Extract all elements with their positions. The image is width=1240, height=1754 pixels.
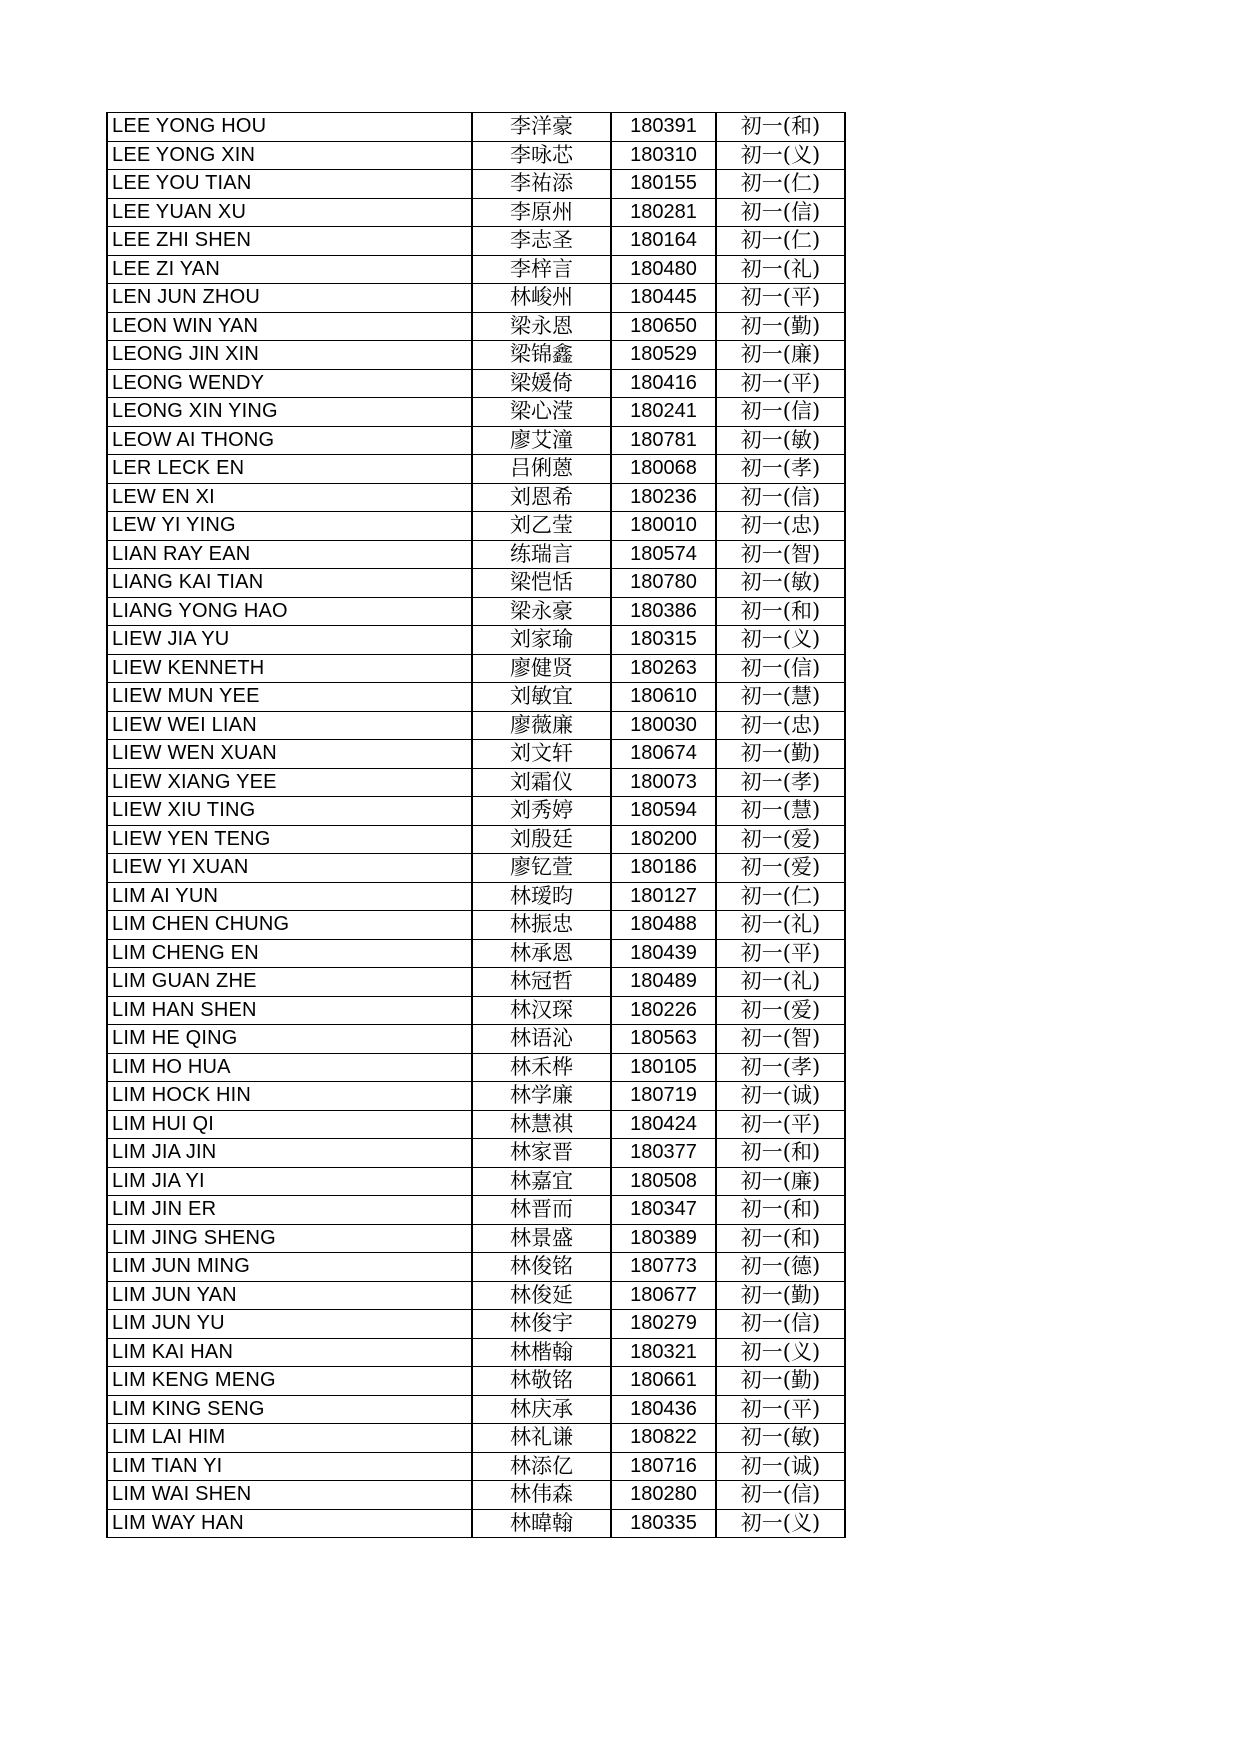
student-name-cell: LEE ZHI SHEN bbox=[107, 227, 472, 256]
class-cell: 初一(礼) bbox=[716, 255, 845, 284]
student-name-cell: LEE YUAN XU bbox=[107, 198, 472, 227]
chinese-name-cell: 林峻州 bbox=[472, 284, 611, 313]
student-name-cell: LIEW YEN TENG bbox=[107, 825, 472, 854]
student-name-cell: LEE YONG HOU bbox=[107, 113, 472, 142]
class-cell: 初一(和) bbox=[716, 1224, 845, 1253]
student-id-cell: 180424 bbox=[611, 1110, 716, 1139]
class-cell: 初一(爱) bbox=[716, 825, 845, 854]
student-id-cell: 180594 bbox=[611, 797, 716, 826]
class-cell: 初一(孝) bbox=[716, 1053, 845, 1082]
chinese-name-cell: 林俊延 bbox=[472, 1281, 611, 1310]
table-row bbox=[107, 654, 845, 683]
table-row bbox=[107, 626, 845, 655]
student-name-cell: LEW YI YING bbox=[107, 512, 472, 541]
chinese-name-cell: 林楷翰 bbox=[472, 1338, 611, 1367]
student-name-cell: LIM TIAN YI bbox=[107, 1452, 472, 1481]
chinese-name-cell: 林学廉 bbox=[472, 1082, 611, 1111]
student-name-cell: LIEW XIANG YEE bbox=[107, 768, 472, 797]
class-cell: 初一(敏) bbox=[716, 1424, 845, 1453]
student-id-cell: 180563 bbox=[611, 1025, 716, 1054]
student-name-cell: LIM GUAN ZHE bbox=[107, 968, 472, 997]
student-id-cell: 180781 bbox=[611, 426, 716, 455]
student-id-cell: 180377 bbox=[611, 1139, 716, 1168]
table-row bbox=[107, 882, 845, 911]
class-cell: 初一(仁) bbox=[716, 882, 845, 911]
table-row bbox=[107, 1253, 845, 1282]
chinese-name-cell: 梁心滢 bbox=[472, 398, 611, 427]
table-row bbox=[107, 854, 845, 883]
table-row bbox=[107, 911, 845, 940]
chinese-name-cell: 刘殷廷 bbox=[472, 825, 611, 854]
table-row bbox=[107, 1082, 845, 1111]
table-row bbox=[107, 740, 845, 769]
table-row bbox=[107, 1338, 845, 1367]
class-cell: 初一(和) bbox=[716, 1196, 845, 1225]
student-name-cell: LEW EN XI bbox=[107, 483, 472, 512]
chinese-name-cell: 林晋而 bbox=[472, 1196, 611, 1225]
student-id-cell: 180489 bbox=[611, 968, 716, 997]
student-id-cell: 180236 bbox=[611, 483, 716, 512]
table-row bbox=[107, 1281, 845, 1310]
student-name-cell: LEN JUN ZHOU bbox=[107, 284, 472, 313]
student-name-cell: LEE YOU TIAN bbox=[107, 170, 472, 199]
table-row bbox=[107, 341, 845, 370]
chinese-name-cell: 刘秀婷 bbox=[472, 797, 611, 826]
student-id-cell: 180347 bbox=[611, 1196, 716, 1225]
student-name-cell: LIM HO HUA bbox=[107, 1053, 472, 1082]
table-row bbox=[107, 1395, 845, 1424]
chinese-name-cell: 林慧祺 bbox=[472, 1110, 611, 1139]
table-row bbox=[107, 569, 845, 598]
student-id-cell: 180241 bbox=[611, 398, 716, 427]
table-row bbox=[107, 939, 845, 968]
class-cell: 初一(勤) bbox=[716, 1281, 845, 1310]
chinese-name-cell: 林承恩 bbox=[472, 939, 611, 968]
class-cell: 初一(平) bbox=[716, 1395, 845, 1424]
class-cell: 初一(诚) bbox=[716, 1082, 845, 1111]
student-name-cell: LIM WAY HAN bbox=[107, 1509, 472, 1538]
student-id-cell: 180280 bbox=[611, 1481, 716, 1510]
table-row bbox=[107, 512, 845, 541]
chinese-name-cell: 林添亿 bbox=[472, 1452, 611, 1481]
chinese-name-cell: 林俊宇 bbox=[472, 1310, 611, 1339]
student-id-cell: 180677 bbox=[611, 1281, 716, 1310]
chinese-name-cell: 李祐添 bbox=[472, 170, 611, 199]
student-name-cell: LIAN RAY EAN bbox=[107, 540, 472, 569]
class-cell: 初一(义) bbox=[716, 141, 845, 170]
student-id-cell: 180436 bbox=[611, 1395, 716, 1424]
table-row bbox=[107, 1509, 845, 1538]
student-name-cell: LIM JUN MING bbox=[107, 1253, 472, 1282]
roster-body bbox=[107, 113, 845, 1538]
student-id-cell: 180010 bbox=[611, 512, 716, 541]
chinese-name-cell: 廖健贤 bbox=[472, 654, 611, 683]
chinese-name-cell: 刘家瑜 bbox=[472, 626, 611, 655]
student-id-cell: 180488 bbox=[611, 911, 716, 940]
chinese-name-cell: 练瑞言 bbox=[472, 540, 611, 569]
student-id-cell: 180480 bbox=[611, 255, 716, 284]
chinese-name-cell: 林嘉宜 bbox=[472, 1167, 611, 1196]
student-id-cell: 180391 bbox=[611, 113, 716, 142]
class-cell: 初一(敏) bbox=[716, 569, 845, 598]
student-name-cell: LIM HUI QI bbox=[107, 1110, 472, 1139]
table-row bbox=[107, 227, 845, 256]
chinese-name-cell: 林暐翰 bbox=[472, 1509, 611, 1538]
class-cell: 初一(义) bbox=[716, 1509, 845, 1538]
student-id-cell: 180186 bbox=[611, 854, 716, 883]
table-row bbox=[107, 284, 845, 313]
chinese-name-cell: 梁永恩 bbox=[472, 312, 611, 341]
class-cell: 初一(义) bbox=[716, 1338, 845, 1367]
class-cell: 初一(礼) bbox=[716, 968, 845, 997]
student-id-cell: 180030 bbox=[611, 711, 716, 740]
student-name-cell: LEONG WENDY bbox=[107, 369, 472, 398]
student-name-cell: LIM JIA YI bbox=[107, 1167, 472, 1196]
student-id-cell: 180321 bbox=[611, 1338, 716, 1367]
class-cell: 初一(孝) bbox=[716, 455, 845, 484]
table-row bbox=[107, 1224, 845, 1253]
student-name-cell: LIEW JIA YU bbox=[107, 626, 472, 655]
chinese-name-cell: 廖钇萱 bbox=[472, 854, 611, 883]
student-name-cell: LIANG YONG HAO bbox=[107, 597, 472, 626]
student-name-cell: LEONG JIN XIN bbox=[107, 341, 472, 370]
student-id-cell: 180716 bbox=[611, 1452, 716, 1481]
class-cell: 初一(礼) bbox=[716, 911, 845, 940]
class-cell: 初一(平) bbox=[716, 1110, 845, 1139]
student-name-cell: LIM JUN YAN bbox=[107, 1281, 472, 1310]
student-id-cell: 180445 bbox=[611, 284, 716, 313]
student-name-cell: LIEW YI XUAN bbox=[107, 854, 472, 883]
student-name-cell: LIM JIA JIN bbox=[107, 1139, 472, 1168]
chinese-name-cell: 李梓言 bbox=[472, 255, 611, 284]
table-row bbox=[107, 1367, 845, 1396]
student-name-cell: LEOW AI THONG bbox=[107, 426, 472, 455]
chinese-name-cell: 刘敏宜 bbox=[472, 683, 611, 712]
student-id-cell: 180164 bbox=[611, 227, 716, 256]
student-id-cell: 180279 bbox=[611, 1310, 716, 1339]
class-cell: 初一(信) bbox=[716, 398, 845, 427]
chinese-name-cell: 廖艾潼 bbox=[472, 426, 611, 455]
student-name-cell: LIEW WEN XUAN bbox=[107, 740, 472, 769]
chinese-name-cell: 刘霜仪 bbox=[472, 768, 611, 797]
student-name-cell: LIM WAI SHEN bbox=[107, 1481, 472, 1510]
student-name-cell: LEON WIN YAN bbox=[107, 312, 472, 341]
student-name-cell: LIEW KENNETH bbox=[107, 654, 472, 683]
table-row bbox=[107, 483, 845, 512]
class-cell: 初一(仁) bbox=[716, 227, 845, 256]
class-cell: 初一(和) bbox=[716, 113, 845, 142]
table-row bbox=[107, 1481, 845, 1510]
class-cell: 初一(爱) bbox=[716, 854, 845, 883]
student-name-cell: LIM KAI HAN bbox=[107, 1338, 472, 1367]
table-row bbox=[107, 426, 845, 455]
chinese-name-cell: 林敬铭 bbox=[472, 1367, 611, 1396]
student-name-cell: LIM HOCK HIN bbox=[107, 1082, 472, 1111]
student-id-cell: 180073 bbox=[611, 768, 716, 797]
class-cell: 初一(和) bbox=[716, 597, 845, 626]
table-row bbox=[107, 597, 845, 626]
student-id-cell: 180386 bbox=[611, 597, 716, 626]
chinese-name-cell: 林禾桦 bbox=[472, 1053, 611, 1082]
chinese-name-cell: 林俊铭 bbox=[472, 1253, 611, 1282]
table-row bbox=[107, 255, 845, 284]
table-row bbox=[107, 455, 845, 484]
student-name-cell: LIEW MUN YEE bbox=[107, 683, 472, 712]
chinese-name-cell: 李洋豪 bbox=[472, 113, 611, 142]
chinese-name-cell: 林瑷昀 bbox=[472, 882, 611, 911]
table-row bbox=[107, 1110, 845, 1139]
student-id-cell: 180780 bbox=[611, 569, 716, 598]
student-id-cell: 180416 bbox=[611, 369, 716, 398]
student-name-cell: LIM AI YUN bbox=[107, 882, 472, 911]
chinese-name-cell: 林冠哲 bbox=[472, 968, 611, 997]
class-cell: 初一(信) bbox=[716, 1310, 845, 1339]
student-id-cell: 180263 bbox=[611, 654, 716, 683]
student-id-cell: 180315 bbox=[611, 626, 716, 655]
class-cell: 初一(平) bbox=[716, 369, 845, 398]
chinese-name-cell: 刘恩希 bbox=[472, 483, 611, 512]
class-cell: 初一(信) bbox=[716, 1481, 845, 1510]
class-cell: 初一(慧) bbox=[716, 797, 845, 826]
table-row bbox=[107, 198, 845, 227]
class-cell: 初一(勤) bbox=[716, 1367, 845, 1396]
class-cell: 初一(智) bbox=[716, 1025, 845, 1054]
class-cell: 初一(德) bbox=[716, 1253, 845, 1282]
student-name-cell: LIM CHENG EN bbox=[107, 939, 472, 968]
table-row bbox=[107, 141, 845, 170]
chinese-name-cell: 李志圣 bbox=[472, 227, 611, 256]
class-cell: 初一(诚) bbox=[716, 1452, 845, 1481]
student-name-cell: LIM HE QING bbox=[107, 1025, 472, 1054]
table-row bbox=[107, 1167, 845, 1196]
student-name-cell: LIM CHEN CHUNG bbox=[107, 911, 472, 940]
student-name-cell: LIEW XIU TING bbox=[107, 797, 472, 826]
chinese-name-cell: 梁永豪 bbox=[472, 597, 611, 626]
student-name-cell: LEONG XIN YING bbox=[107, 398, 472, 427]
class-cell: 初一(勤) bbox=[716, 740, 845, 769]
student-id-cell: 180650 bbox=[611, 312, 716, 341]
student-name-cell: LIM JUN YU bbox=[107, 1310, 472, 1339]
class-cell: 初一(信) bbox=[716, 654, 845, 683]
chinese-name-cell: 林振忠 bbox=[472, 911, 611, 940]
student-id-cell: 180529 bbox=[611, 341, 716, 370]
student-name-cell: LEE YONG XIN bbox=[107, 141, 472, 170]
class-cell: 初一(勤) bbox=[716, 312, 845, 341]
student-name-cell: LIM KING SENG bbox=[107, 1395, 472, 1424]
chinese-name-cell: 梁媛倚 bbox=[472, 369, 611, 398]
table-row bbox=[107, 711, 845, 740]
class-cell: 初一(孝) bbox=[716, 768, 845, 797]
table-row bbox=[107, 1196, 845, 1225]
class-cell: 初一(义) bbox=[716, 626, 845, 655]
table-row bbox=[107, 1025, 845, 1054]
student-id-cell: 180773 bbox=[611, 1253, 716, 1282]
student-id-cell: 180310 bbox=[611, 141, 716, 170]
student-id-cell: 180574 bbox=[611, 540, 716, 569]
table-row bbox=[107, 540, 845, 569]
class-cell: 初一(慧) bbox=[716, 683, 845, 712]
student-name-cell: LIANG KAI TIAN bbox=[107, 569, 472, 598]
student-id-cell: 180127 bbox=[611, 882, 716, 911]
table-row bbox=[107, 1139, 845, 1168]
class-cell: 初一(平) bbox=[716, 284, 845, 313]
class-cell: 初一(忠) bbox=[716, 512, 845, 541]
student-id-cell: 180674 bbox=[611, 740, 716, 769]
chinese-name-cell: 李咏芯 bbox=[472, 141, 611, 170]
class-cell: 初一(廉) bbox=[716, 341, 845, 370]
student-id-cell: 180226 bbox=[611, 996, 716, 1025]
student-roster-table bbox=[106, 112, 846, 1538]
table-row bbox=[107, 968, 845, 997]
student-id-cell: 180439 bbox=[611, 939, 716, 968]
table-row bbox=[107, 825, 845, 854]
student-id-cell: 180610 bbox=[611, 683, 716, 712]
class-cell: 初一(智) bbox=[716, 540, 845, 569]
table-row bbox=[107, 768, 845, 797]
student-id-cell: 180200 bbox=[611, 825, 716, 854]
chinese-name-cell: 林伟森 bbox=[472, 1481, 611, 1510]
chinese-name-cell: 廖薇廉 bbox=[472, 711, 611, 740]
table-row bbox=[107, 996, 845, 1025]
class-cell: 初一(仁) bbox=[716, 170, 845, 199]
table-row bbox=[107, 1053, 845, 1082]
student-id-cell: 180068 bbox=[611, 455, 716, 484]
chinese-name-cell: 李原州 bbox=[472, 198, 611, 227]
student-roster-sheet bbox=[106, 112, 844, 1538]
student-id-cell: 180155 bbox=[611, 170, 716, 199]
student-name-cell: LIM HAN SHEN bbox=[107, 996, 472, 1025]
table-row bbox=[107, 1424, 845, 1453]
student-name-cell: LIM JING SHENG bbox=[107, 1224, 472, 1253]
class-cell: 初一(廉) bbox=[716, 1167, 845, 1196]
chinese-name-cell: 刘文轩 bbox=[472, 740, 611, 769]
class-cell: 初一(平) bbox=[716, 939, 845, 968]
student-id-cell: 180508 bbox=[611, 1167, 716, 1196]
student-id-cell: 180389 bbox=[611, 1224, 716, 1253]
class-cell: 初一(和) bbox=[716, 1139, 845, 1168]
class-cell: 初一(信) bbox=[716, 483, 845, 512]
student-id-cell: 180661 bbox=[611, 1367, 716, 1396]
table-row bbox=[107, 683, 845, 712]
student-id-cell: 180822 bbox=[611, 1424, 716, 1453]
class-cell: 初一(爱) bbox=[716, 996, 845, 1025]
chinese-name-cell: 林庆承 bbox=[472, 1395, 611, 1424]
table-row bbox=[107, 398, 845, 427]
student-id-cell: 180719 bbox=[611, 1082, 716, 1111]
student-id-cell: 180105 bbox=[611, 1053, 716, 1082]
table-row bbox=[107, 312, 845, 341]
chinese-name-cell: 吕俐蒽 bbox=[472, 455, 611, 484]
student-id-cell: 180281 bbox=[611, 198, 716, 227]
student-name-cell: LIM JIN ER bbox=[107, 1196, 472, 1225]
chinese-name-cell: 梁恺恬 bbox=[472, 569, 611, 598]
student-name-cell: LER LECK EN bbox=[107, 455, 472, 484]
table-row bbox=[107, 1310, 845, 1339]
chinese-name-cell: 刘乙莹 bbox=[472, 512, 611, 541]
student-name-cell: LIM LAI HIM bbox=[107, 1424, 472, 1453]
chinese-name-cell: 梁锦鑫 bbox=[472, 341, 611, 370]
chinese-name-cell: 林景盛 bbox=[472, 1224, 611, 1253]
table-row bbox=[107, 170, 845, 199]
table-row bbox=[107, 113, 845, 142]
class-cell: 初一(信) bbox=[716, 198, 845, 227]
student-name-cell: LEE ZI YAN bbox=[107, 255, 472, 284]
chinese-name-cell: 林汉琛 bbox=[472, 996, 611, 1025]
table-row bbox=[107, 1452, 845, 1481]
chinese-name-cell: 林语沁 bbox=[472, 1025, 611, 1054]
table-row bbox=[107, 369, 845, 398]
student-name-cell: LIM KENG MENG bbox=[107, 1367, 472, 1396]
student-name-cell: LIEW WEI LIAN bbox=[107, 711, 472, 740]
chinese-name-cell: 林家晋 bbox=[472, 1139, 611, 1168]
class-cell: 初一(忠) bbox=[716, 711, 845, 740]
class-cell: 初一(敏) bbox=[716, 426, 845, 455]
chinese-name-cell: 林礼谦 bbox=[472, 1424, 611, 1453]
student-id-cell: 180335 bbox=[611, 1509, 716, 1538]
table-row bbox=[107, 797, 845, 826]
